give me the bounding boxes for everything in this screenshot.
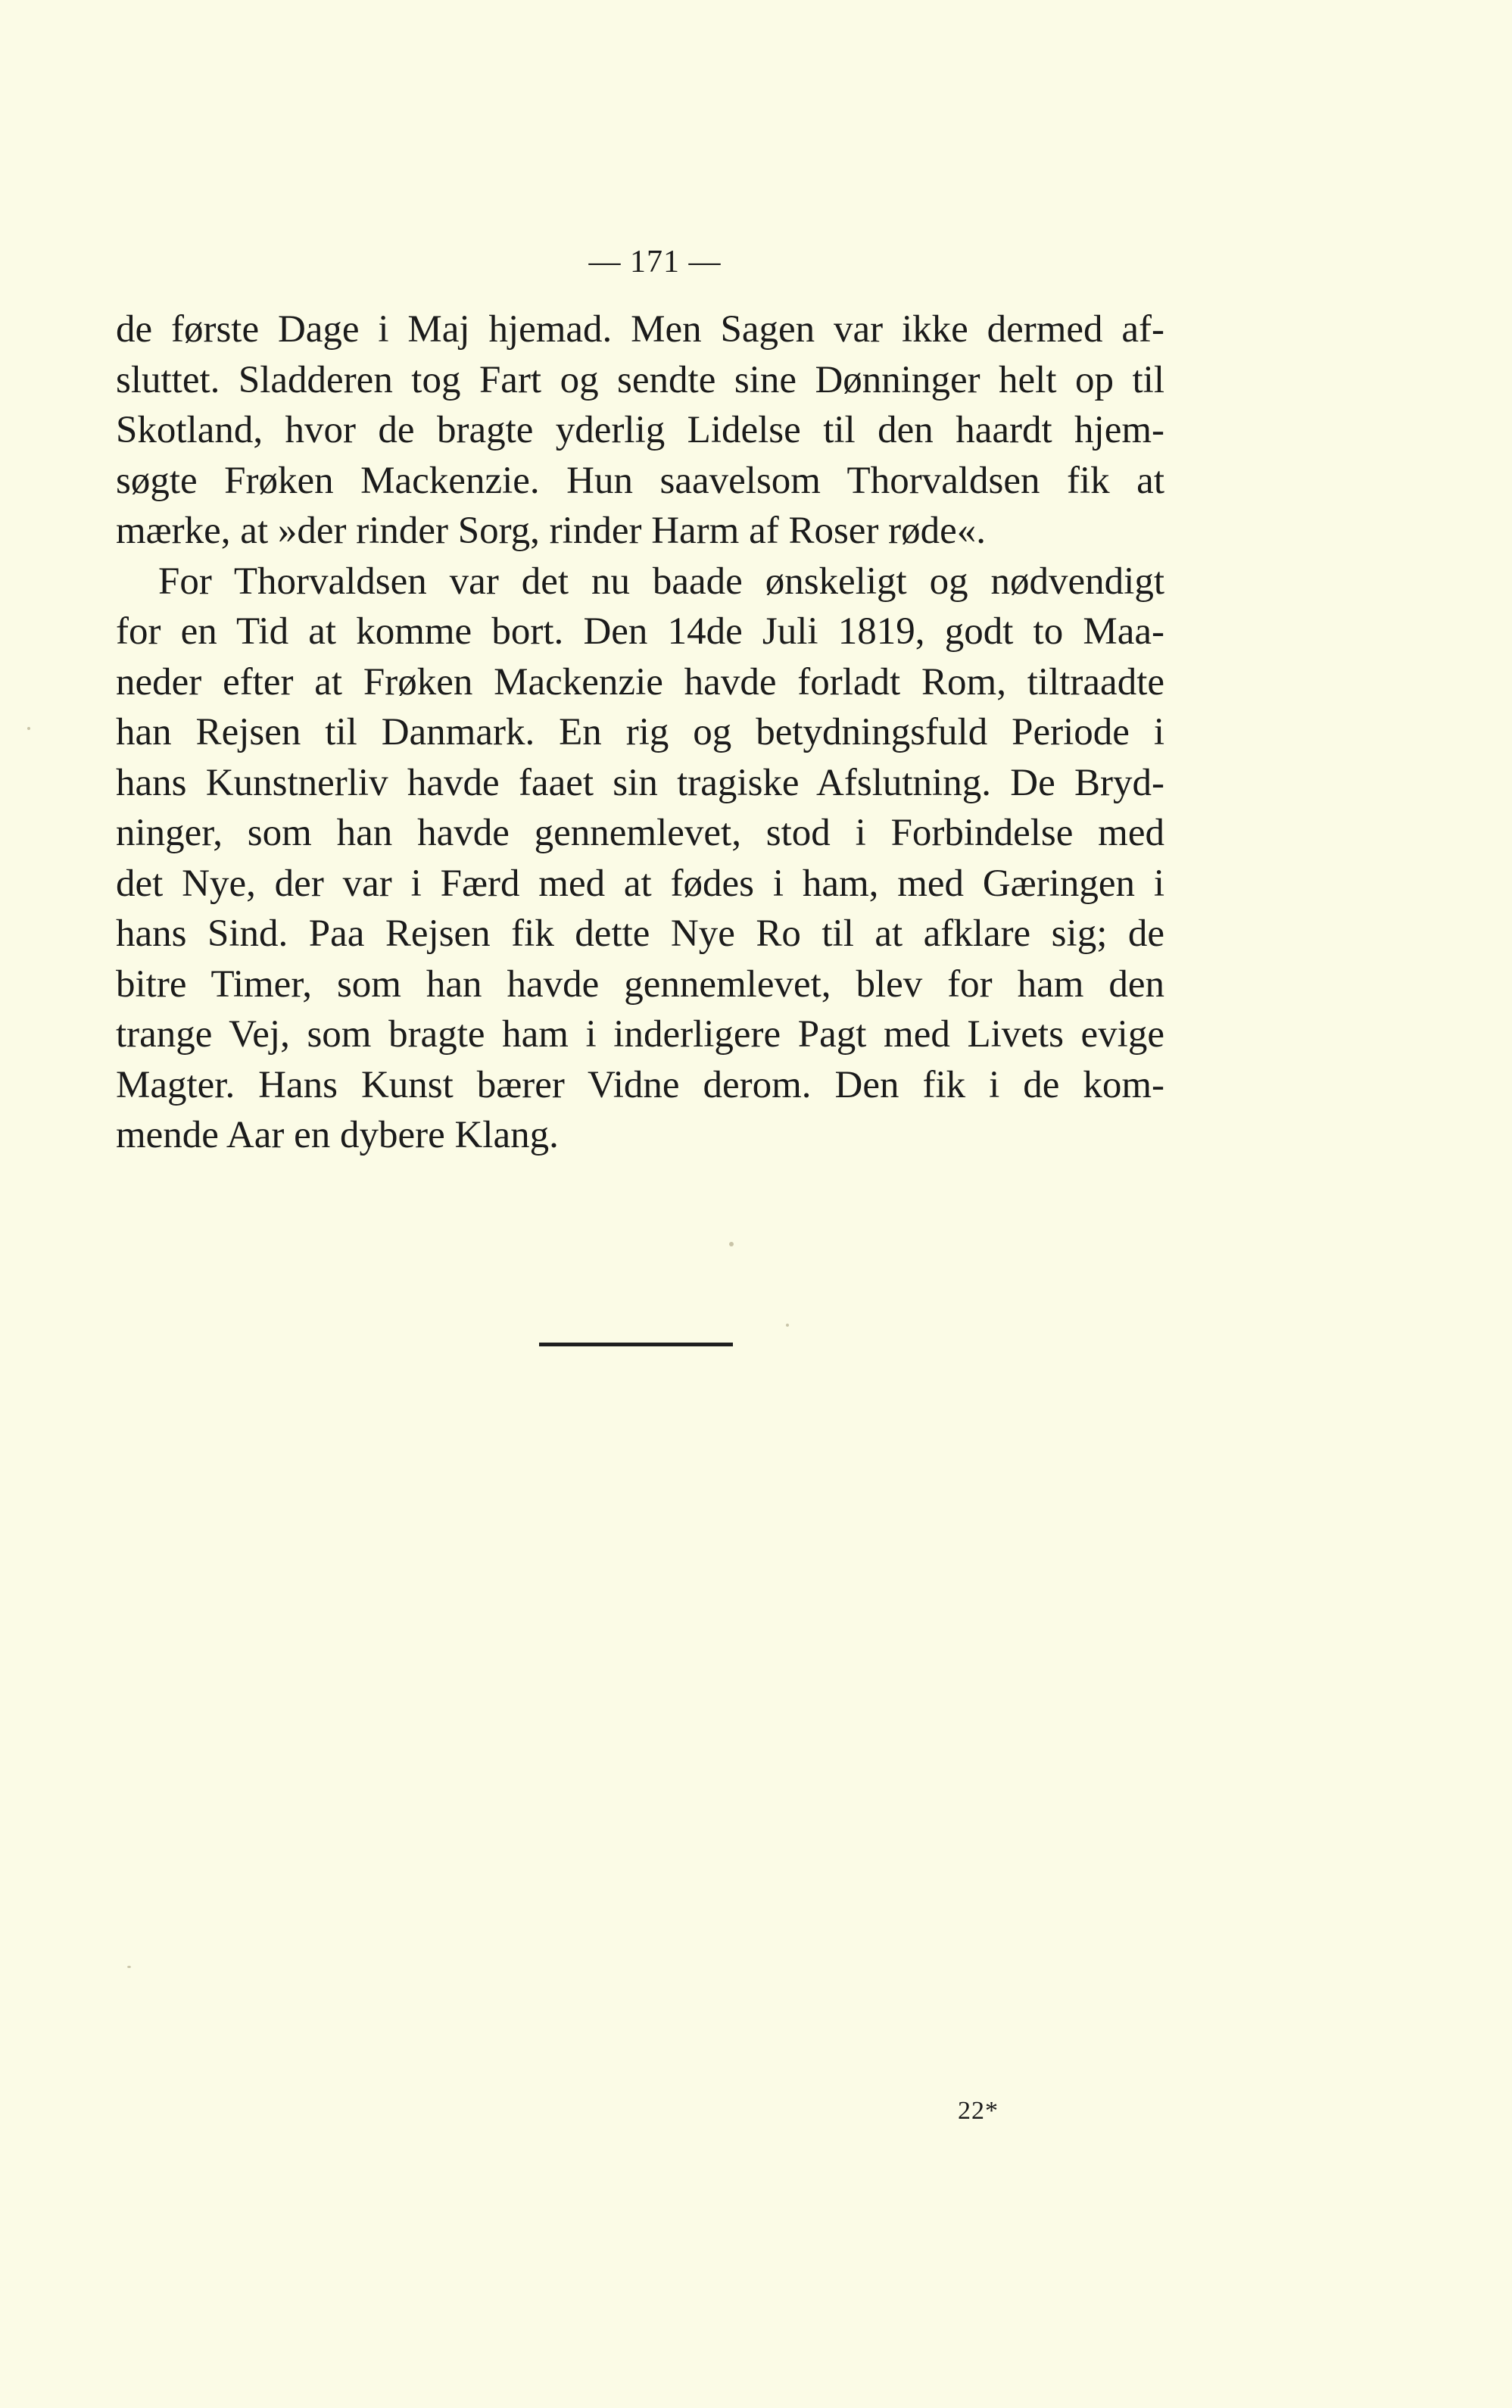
paper-speck <box>127 1966 131 1968</box>
text-line: for en Tid at komme bort. Den 14de Juli 1819, godt to Maa- <box>116 610 1164 653</box>
text-line: det Nye, der var i Færd med at fødes i ham, med Gæringen i <box>116 862 1164 905</box>
text-line: trange Vej, som bragte ham i inderligere Pagt med Livets evige <box>116 1013 1164 1056</box>
text-line: han Rejsen til Danmark. En rig og betydningsfuld Periode i <box>116 711 1164 753</box>
text-line: hans Sind. Paa Rejsen fik dette Nye Ro til at afklare sig; de <box>116 912 1164 955</box>
section-end-rule <box>539 1343 733 1346</box>
text-line: søgte Frøken Mackenzie. Hun saavelsom Thorvaldsen fik at <box>116 459 1164 502</box>
paper-speck <box>27 727 30 730</box>
text-line: For Thorvaldsen var det nu baade ønskeligt og nødvendigt <box>158 560 1164 603</box>
paper-speck <box>729 1242 734 1246</box>
text-line: Skotland, hvor de bragte yderlig Lidelse til den haardt hjem- <box>116 409 1164 451</box>
text-line: ninger, som han havde gennemlevet, stod i Forbindelse med <box>116 812 1164 854</box>
text-line: sluttet. Sladderen tog Fart og sendte sine Dønninger helt op til <box>116 358 1164 401</box>
text-line: bitre Timer, som han havde gennemlevet, blev for ham den <box>116 962 1164 1006</box>
text-line: mærke, at »der rinder Sorg, rinder Harm af Roser røde«. <box>116 510 987 552</box>
signature-mark: 22* <box>958 2097 999 2125</box>
text-line: neder efter at Frøken Mackenzie havde forladt Rom, tiltraadte <box>116 660 1164 703</box>
paper-speck <box>786 1324 789 1327</box>
page-number: — 171 — <box>588 245 722 279</box>
body-text <box>116 304 1164 1161</box>
text-line: de første Dage i Maj hjemad. Men Sagen var ikke dermed af- <box>116 308 1164 351</box>
text-line: mende Aar en dybere Klang. <box>116 1114 559 1156</box>
text-line: hans Kunstnerliv havde faaet sin tragiske Afslutning. De Bryd- <box>116 761 1164 804</box>
text-line: Magter. Hans Kunst bærer Vidne derom. Den fik i de kom- <box>116 1063 1164 1106</box>
